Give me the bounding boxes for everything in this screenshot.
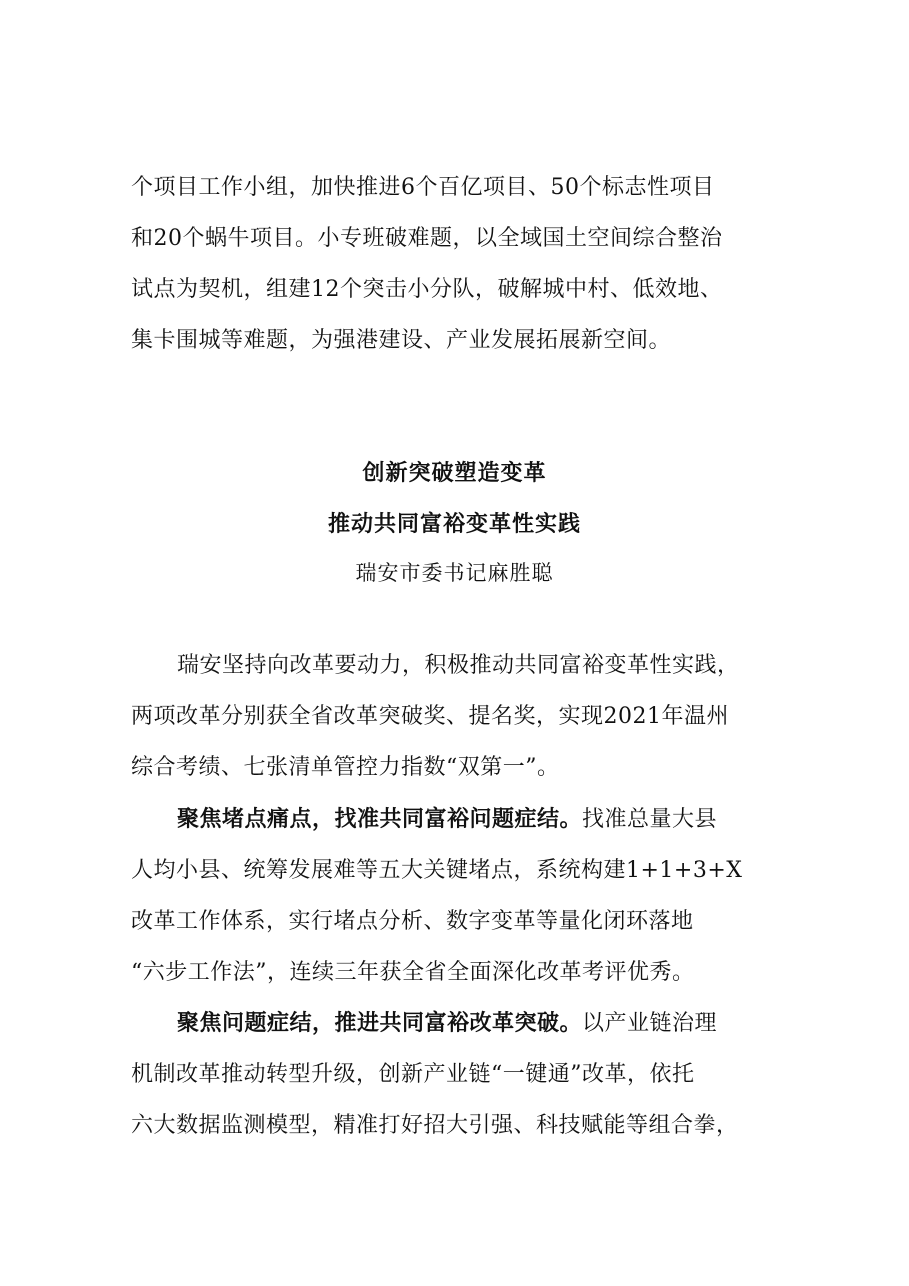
paragraph-line: 集卡围城等难题，为强港建设、产业发展拓展新空间。 bbox=[131, 328, 672, 353]
paragraph-line: 两项改革分别获全省改革突破奖、提名奖，实现2021年温州 bbox=[131, 704, 729, 729]
section-2-paragraph bbox=[131, 998, 791, 1151]
section-2-heading: 聚焦问题症结，推进共同富裕改革突破。 bbox=[177, 1010, 583, 1036]
paragraph-line: 机制改革推动转型升级，创新产业链“一键通”改革，依托 bbox=[131, 1062, 695, 1087]
paragraph-line: 人均小县、统筹发展难等五大关键堵点，系统构建1+1+3+X bbox=[131, 858, 743, 883]
section-1-heading: 聚焦堵点痛点，找准共同富裕问题症结。 bbox=[177, 806, 583, 832]
article-author: 瑞安市委书记麻胜聪 bbox=[355, 561, 554, 585]
continued-paragraph bbox=[131, 162, 791, 366]
article-title-line-1: 创新突破塑造变革 bbox=[362, 460, 547, 486]
paragraph-line: 瑞安坚持向改革要动力，积极推动共同富裕变革性实践， bbox=[177, 653, 740, 678]
paragraph-line: 个项目工作小组，加快推进6个百亿项目、50个标志性项目 bbox=[131, 175, 715, 200]
paragraph-line: “六步工作法”，连续三年获全省全面深化改革考评优秀。 bbox=[131, 960, 695, 985]
intro-paragraph bbox=[131, 640, 791, 793]
section-1-paragraph bbox=[131, 794, 791, 998]
section-2-first-line-text: 以产业链治理 bbox=[582, 1011, 718, 1036]
paragraph-first-line bbox=[131, 998, 791, 1049]
paragraph-first-line bbox=[131, 794, 791, 845]
paragraph-line: 改革工作体系，实行堵点分析、数字变革等量化闭环落地 bbox=[131, 909, 694, 934]
paragraph-line: 试点为契机，组建12个突击小分队，破解城中村、低效地、 bbox=[131, 277, 723, 302]
paragraph-line: 六大数据监测模型，精准打好招大引强、科技赋能等组合拳， bbox=[131, 1113, 739, 1138]
paragraph-line: 综合考绩、七张清单管控力指数“双第一”。 bbox=[131, 755, 560, 780]
section-1-first-line-text: 找准总量大县 bbox=[582, 807, 718, 832]
article-title-line-2: 推动共同富裕变革性实践 bbox=[327, 511, 581, 537]
paragraph-line: 和20个蜗牛项目。小专班破难题，以全域国土空间综合整治 bbox=[131, 226, 723, 251]
